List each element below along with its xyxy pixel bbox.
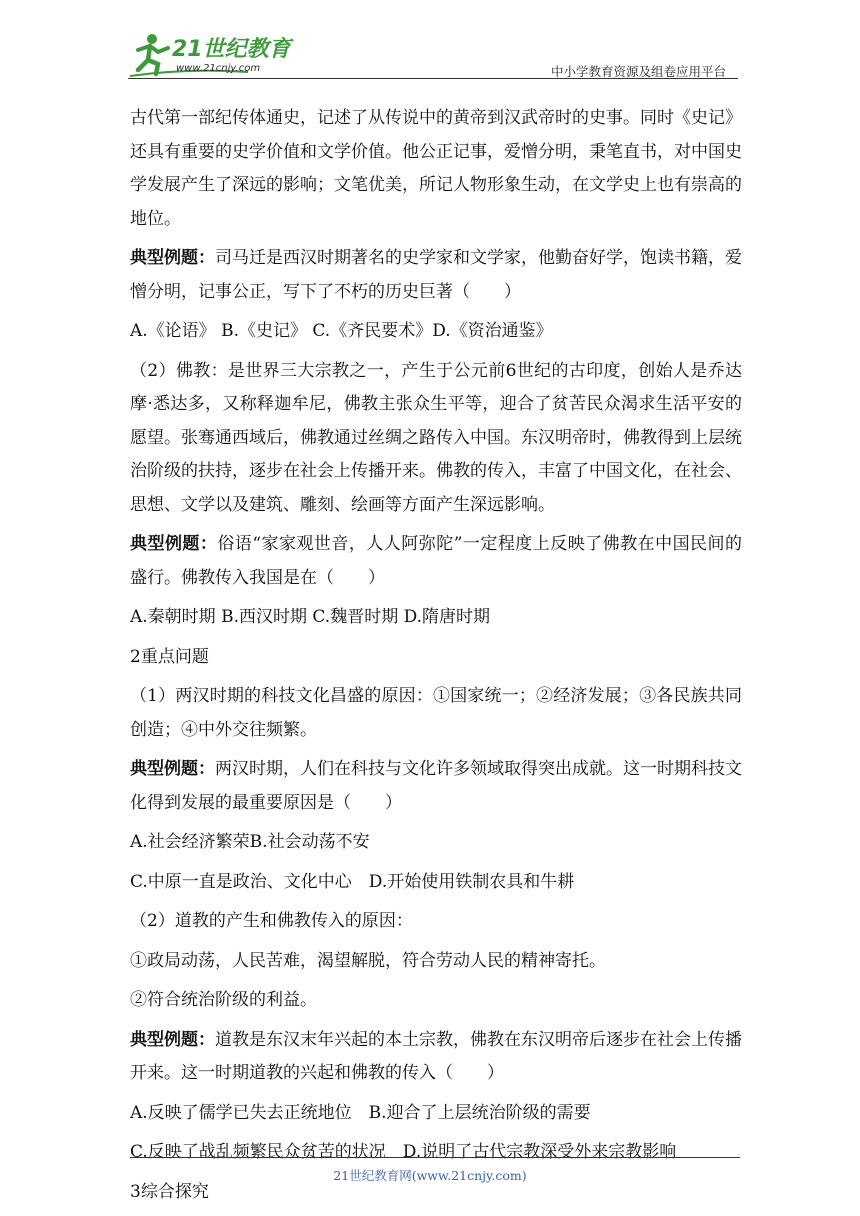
example-label: 典型例题： (130, 248, 215, 268)
platform-name: 中小学教育资源及组卷应用平台 (550, 64, 726, 79)
example-question (130, 242, 742, 309)
footer-text: 21世纪教育网(www.21cnjy.com) (333, 1168, 527, 1183)
paragraph: ②符合统治阶级的利益。 (130, 990, 317, 1010)
paragraph: 古代第一部纪传体通史，记述了从传说中的黄帝到汉武帝时的史事。同时《史记》还具有重要的史学价值和文学价值。他公正记事，爱憎分明，秉笔直书，对中国史学发展产生了深远的影响；文笔优美，所记人物形象生动，在文学史上也有崇高的地位。 (130, 108, 742, 229)
example-label: 典型例题： (130, 534, 218, 554)
paragraph: A.《论语》 B.《史记》 C.《齐民要术》D.《资治通鉴》 (130, 321, 553, 341)
page-header (128, 30, 738, 80)
header-divider (128, 78, 738, 79)
paragraph: ①政局动荡，人民苦难，渴望解脱，符合劳动人民的精神寄托。 (130, 950, 606, 971)
example-text: 司马迁是西汉时期著名的史学家和文学家，他勤奋好学，饱读书籍，爱憎分明，记事公正，写下了不朽的历史巨著（ ） (130, 248, 742, 302)
example-question (130, 1024, 742, 1091)
example-question (130, 528, 742, 595)
example-text: 道教是东汉末年兴起的本土宗教，佛教在东汉明帝后逐步在社会上传播开来。这一时期道教的兴起和佛教的传入（ ） (130, 1029, 742, 1083)
runner-logo-icon (128, 30, 298, 78)
paragraph: C.中原一直是政治、文化中心 D.开始使用铁制农具和牛耕 (130, 871, 575, 892)
paragraph: A.秦朝时期 B.西汉时期 C.魏晋时期 D.隋唐时期 (130, 607, 491, 627)
document-body (130, 102, 742, 1209)
example-label: 典型例题： (130, 759, 215, 779)
footer-divider (130, 1157, 740, 1158)
paragraph: 3综合探究 (130, 1181, 209, 1202)
paragraph: A.社会经济繁荣B.社会动荡不安 (130, 832, 370, 852)
paragraph: A.反映了儒学已失去正统地位 B.迎合了上层统治阶级的需要 (130, 1102, 591, 1123)
example-text: 两汉时期，人们在科技与文化许多领域取得突出成就。这一时期科技文化得到发展的最重要原因是（ ） (130, 759, 742, 813)
paragraph: （1）两汉时期的科技文化昌盛的原因：①国家统一；②经济发展；③各民族共同创造；④中外交往频繁。 (130, 686, 742, 740)
example-question (130, 753, 742, 820)
paragraph: （2）道教的产生和佛教传入的原因： (130, 911, 413, 931)
paragraph: （2）佛教：是世界三大宗教之一，产生于公元前6世纪的古印度，创始人是乔达摩·悉达多，又称释迦牟尼，佛教主张众生平等，迎合了贫苦民众渴求生活平安的愿望。张骞通西域后，佛教通过丝绸之路传入中国。东汉明帝时，佛教得到上层统治阶级的扶持，逐步在社会上传播开来。佛教的传入，丰富了中国文化，在社会、思想、文学以及建筑、雕刻、绘画等方面产生深远影响。 (130, 360, 742, 515)
logo (128, 30, 298, 78)
example-label: 典型例题： (130, 1029, 215, 1050)
paragraph: C.反映了战乱频繁民众贫苦的状况 D.说明了古代宗教深受外来宗教影响 (130, 1142, 677, 1162)
paragraph: 2重点问题 (130, 646, 209, 667)
example-text: 俗语“家家观世音，人人阿弥陀”一定程度上反映了佛教在中国民间的盛行。佛教传入我国是在（ ） (130, 534, 742, 588)
logo-url: www.21cnjy.com (176, 63, 261, 74)
logo-text: 21世纪教育 (172, 37, 291, 62)
